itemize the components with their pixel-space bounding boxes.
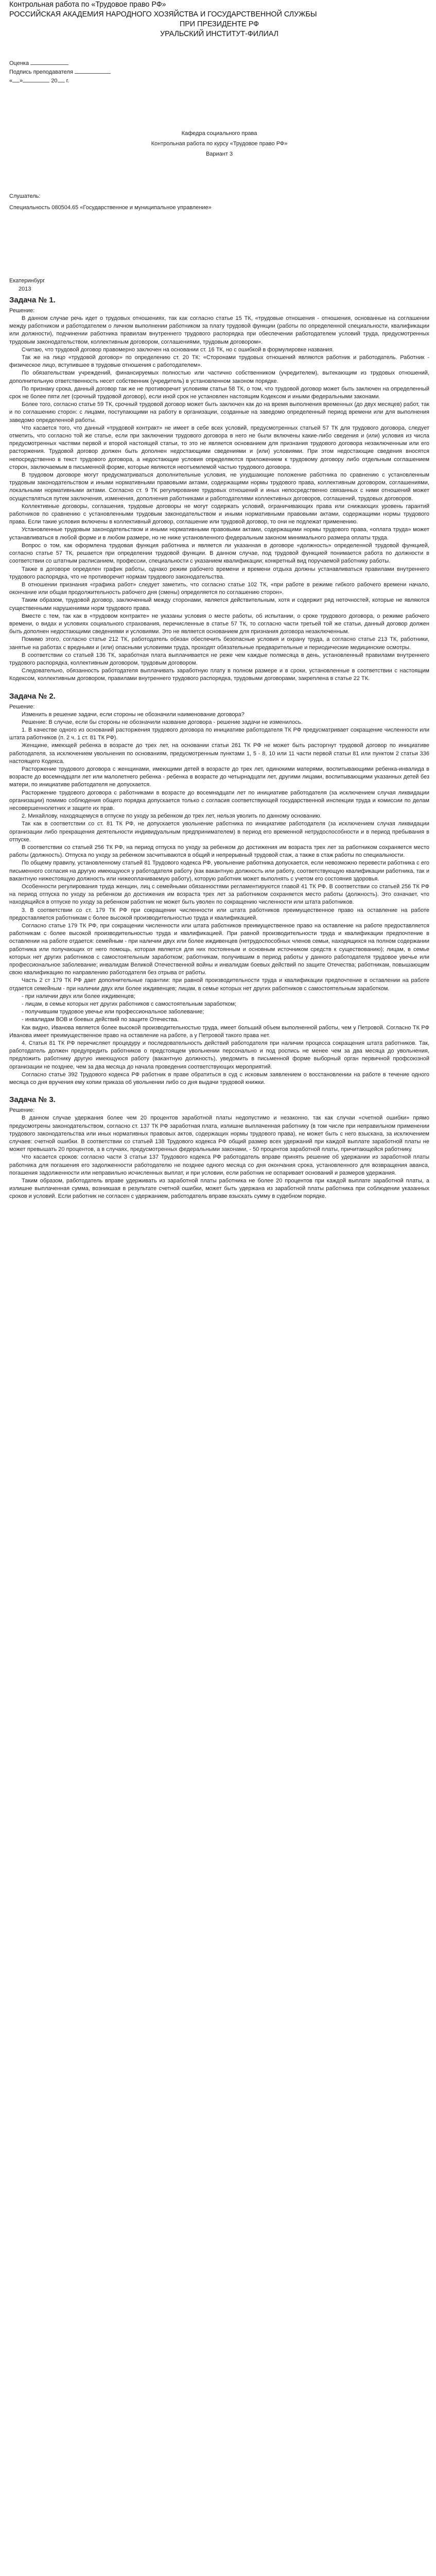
task1-paragraph: По признаку срока, данный договор так же не противоречит условиям статьи 58 ТК, о том, что трудовой договор может быть заключен на определенный срок не более пяти лет (срочный трудовой договор), если иной срок не установлен настоящим Кодексом и иными федеральными законами.	[9, 385, 429, 400]
task1-paragraph: Вопрос о том, как оформлена трудовая функция работника и является ли указанная в договоре «должность» определенной трудовой функцией, согласно статье 57 ТК, решается при определении трудовой функции. В данном случае, под трудовой функцией понимается работа по должности в соответствии со штатным расписанием, профессии, специальности с указанием квалификации; конкретный вид поручаемой работнику работы.	[9, 542, 429, 565]
document-title: Контрольная работа по «Трудовое право РФ»	[9, 1, 166, 9]
listener-label: Слушатель:	[9, 193, 41, 199]
city: Екатеринбург	[9, 278, 45, 284]
academy-name: РОССИЙСКАЯ АКАДЕМИЯ НАРОДНОГО ХОЗЯЙСТВА И ГОСУДАРСТВЕННОЙ СЛУЖБЫ	[9, 10, 317, 19]
task1-paragraph: Более того, согласно статье 59 ТК, срочный трудовой договор может быть заключен как до на время выполнения временных (до двух месяцев) работ, так и по соглашению сторон: с лицами, поступающими на работу в организации, созданные на заведомо определенный период времени или для выполнения заведомо определенной работы.	[9, 401, 429, 423]
grade-label: Оценка	[9, 60, 29, 66]
task1-paragraph: Установленные трудовым законодательством и иными нормативными правовыми актами, содержащими нормы трудового права, «оплата труда» может устанавливаться в любой форме и в любом размере, но не ниже установленного федеральным законом минимального размера оплаты труда.	[9, 527, 429, 541]
task1-paragraph: Вместе с тем, так как в «трудовом контракте» не указаны условия о месте работы, об испытании, о сроке трудового договора, о режиме рабочего времени, о видах и условиях социального страхования, перечисленные в статье 57 ТК, то согласно части третьей той же статьи, данный договор должен быть дополнен недостающими сведениями и условиями. Это не является основанием для признания договора незаключенным.	[9, 613, 429, 635]
task2-paragraph: 1. В качестве одного из оснований расторжения трудового договора по инициативе работодателя ТК РФ предусматривает сокращение численности или штата работников (п. 2 ч. 1 ст. 81 ТК РФ).	[9, 726, 429, 741]
task1-paragraph: В данном случае речь идет о трудовых отношениях, так как согласно статье 15 ТК, «трудовые отношения - отношения, основанные на соглашении между работником и работодателем о личном выполнении работником за плату трудовой функции (работы по определенной специальности, квалификации или должности), подчинении работника правилам внутреннего трудового распорядка при обеспечении работодателем условий труда, предусмотренных трудовым законодательством, коллективным договором, соглашениями, трудовым договором».	[9, 315, 429, 345]
task3-paragraph: Таким образом, работодатель вправе удерживать из заработной платы работника не более 20 процентов при каждой выплате заработной платы, а излишне выплаченная сумма, возникшая в результате счетной ошибки, может быть удержана из заработной платы работника при соблюдении указанных сроков и условий. Если работник не согласен с удержанием, работодатель вправе взыскать сумму в судебном порядке.	[9, 1177, 429, 1200]
task2-paragraph: - получившим трудовое увечье или профессиональное заболевание;	[22, 1009, 204, 1015]
task2-answer-label: Решение:	[9, 703, 35, 710]
date-quote-open: «	[9, 78, 13, 84]
task2-paragraph: Расторжение трудового договора с работниками в возрасте до восемнадцати лет по инициативе работодателя (за исключением случая ликвидации организации) помимо соблюдения общего порядка допускается только с согласия соответствующей государственной инспекции труда и комиссии по делам несовершеннолетних и защите их прав.	[9, 789, 429, 811]
task1-paragraph: Считаю, что трудовой договор правомерно заключен на основании ст. 16 ТК, но с ошибкой в формулировке названия.	[22, 346, 334, 353]
department: Кафедра социального права	[181, 130, 257, 137]
task1-paragraph: Таким образом, трудовой договор, заключенный между сторонами, является действительным, хотя и содержит ряд неточностей, которые не являются существенными нарушениями норм трудового права.	[9, 597, 429, 612]
task2-paragraph: Расторжение трудового договора с женщинами, имеющими детей в возрасте до трех лет, одинокими матерями, воспитывающими ребенка-инвалида в возрасте до восемнадцати лет или малолетнего ребенка - ребенка в возрасте до четырнадцати лет, другими лицами, воспитывающими указанных детей без матери, по инициативе работодателя не допускается.	[9, 766, 429, 788]
task2-paragraph: Согласно статье 179 ТК РФ, при сокращении численности или штата работников преимущественное право на оставление на работе предоставляется работникам с более высокой производительностью труда и квалификацией. При равной производительности труда и квалификации предпочтение в оставлении на работе отдается: семейным - при наличии двух или более иждивенцев (нетрудоспособных членов семьи, находящихся на полном содержании работника или получающих от него помощь, которая является для них постоянным и основным источником средств к существованию); лицам, в семье которых нет других работников с самостоятельным заработком; работникам, получившим в период работы у данного работодателя трудовое увечье или профессиональное заболевание; инвалидам Великой Отечественной войны и инвалидам боевых действий по защите Отечества; работникам, повышающим свою квалификацию по направлению работодателя без отрыва от работы.	[9, 923, 429, 976]
task1-paragraph: В отношении признания «графика работ» следует заметить, что согласно статье 102 ТК, «при работе в режиме гибкого рабочего времени начало, окончание или общая продолжительность рабочего дня (смены) определяется по соглашению сторон».	[9, 581, 429, 596]
task1-paragraph: Помимо этого, согласно статье 212 ТК, работодатель обязан обеспечить безопасные условия и охрану труда, а согласно статье 213 ТК, работники, занятые на работах с вредными и (или) опасными условиями труда, проходят обязательные предварительные и периодические медицинские осмотры.	[9, 636, 429, 651]
task3-heading: Задача № 3.	[9, 1095, 56, 1105]
task1-paragraph: Коллективные договоры, соглашения, трудовые договоры не могут содержать условий, ограничивающих права или снижающих уровень гарантий работников по сравнению с установленными трудовым законодательством и иными нормативными правовыми актами, содержащими нормы трудового права. Если такие условия включены в коллективный договор, соглашение или трудовой договор, то они не подлежат применению.	[9, 503, 429, 526]
signature-label: Подпись преподавателя	[9, 69, 73, 75]
work-title: Контрольная работа по курсу «Трудовое право РФ»	[151, 141, 288, 147]
year: 2013	[19, 286, 31, 292]
task1-answer-label: Решение:	[9, 308, 35, 314]
task2-paragraph: Так как в соответствии со ст. 81 ТК РФ, не допускается увольнение работника по инициативе работодателя (за исключением случая ликвидации организации либо прекращения деятельности индивидуальным предпринимателем) в период его временной нетрудоспособности и в период пребывания в отпуске.	[9, 821, 429, 843]
task3-body	[9, 1114, 429, 1200]
task2-paragraph: Изменить в решение задачи, если стороны не обозначили наименование договора?	[22, 711, 245, 718]
date-day-blank	[12, 76, 20, 82]
task3-paragraph: Что касается сроков: согласно части 3 статьи 137 Трудового кодекса РФ работодатель вправе принять решение об удержании из заработной платы работника для погашения его задолженности работодателю не позднее одного месяца со дня окончания срока, установленного для возвращения аванса, погашения задолженности или неправильно исчисленных выплат, и при условии, если работник не оспаривает оснований и размеров удержания.	[9, 1154, 429, 1176]
date-year-suffix: г.	[66, 78, 69, 84]
task1-heading: Задача № 1.	[9, 296, 56, 304]
date-month-blank	[23, 76, 49, 82]
grade-line	[9, 59, 429, 67]
task2-heading: Задача № 2.	[9, 691, 56, 701]
task2-paragraph: - при наличии двух или более иждивенцев;	[22, 993, 135, 999]
task1-paragraph: Что касается того, что данный «трудовой контракт» не имеет в себе всех условий, предусмотренных статьей 57 ТК для трудового договора, следует отметить, что согласно той же статье, если при заключении трудового договора в него не были включены какие-либо сведения и (или) условия из числа предусмотренных частями первой и второй настоящей статьи, то это не является основанием для признания трудового договора незаключенным или его расторжения. Трудовой договор должен быть дополнен недостающими сведениями и (или) условиями. При этом недостающие сведения вносятся непосредственно в текст трудового договора, а недостающие условия определяются приложением к трудовому договору либо отдельным соглашением сторон, заключаемым в письменной форме, которые являются неотъемлемой частью трудового договора.	[9, 425, 429, 470]
task2-paragraph: 3. В соответствии со ст. 179 ТК РФ при сокращении численности или штата работников преимущественное право на оставление на работе предоставляется работникам с более высокой производительностью труда и квалификацией.	[9, 907, 429, 921]
task2-paragraph: Женщине, имеющей ребенка в возрасте до трех лет, на основании статьи 261 ТК РФ не может быть расторгнут трудовой договор по инициативе работодателя, за исключением увольнения по основаниям, предусмотренным пунктами 1, 5 - 8, 10 или 11 части первой статьи 81 или пунктом 2 статьи 336 настоящего Кодекса.	[9, 742, 429, 765]
date-quote-close: »	[20, 78, 23, 84]
grade-blank	[30, 59, 68, 65]
task2-paragraph: Особенности регулирования труда женщин, лиц с семейными обязанностями регламентируются главой 41 ТК РФ. В соответствии со статьей 256 ТК РФ на период отпуска по уходу за ребенком до достижения им возраста трех лет за работником сохраняется место работы (должность). Это означает, что находящийся в отпуске по уходу за ребенком работник не может быть уволен по сокращению численности или штата работников.	[9, 884, 429, 906]
academy-branch: УРАЛЬСКИЙ ИНСТИТУТ-ФИЛИАЛ	[160, 30, 278, 38]
task2-paragraph: По общему правилу, установленному статьей 81 Трудового кодекса РФ, увольнение работника допускается, если невозможно перевести работника с его письменного согласия на другую имеющуюся у работодателя работу (как вакантную должность или работу, соответствующую квалификации работника, так и вакантную нижестоящую должность или нижеоплачиваемую работу), которую работник может выполнять с учетом его состояния здоровья.	[9, 860, 429, 882]
task1-body	[9, 315, 429, 683]
task2-paragraph: Часть 2 ст 179 ТК РФ дает дополнительные гарантии: при равной производительности труда и квалификации предпочтение в оставлении на работе отдается семейным - при наличии двух или более иждивенцев; лицам, в семье которых нет других работников с самостоятельным заработком.	[9, 977, 429, 992]
task2-paragraph: - инвалидам ВОВ и боевых действий по защите Отечества.	[22, 1016, 179, 1023]
task2-paragraph: Согласно статье 392 Трудового кодекса РФ работник в праве обратиться в суд с исковым заявлением о восстановлении на работе в течение одного месяца со дня вручения ему копии приказа об увольнении либо со дня выдачи трудовой книжки.	[9, 1071, 429, 1086]
signature-blank	[75, 67, 111, 74]
task3-paragraph: В данном случае удержания более чем 20 процентов заработной платы недопустимо и незаконно, так как случаи «счетной ошибки» прямо предусмотрены законодательством, согласно ст. 137 ТК РФ заработная плата, излишне выплаченная работнику (в том числе при неправильном применении трудового законодательства или иных нормативных правовых актов, содержащих нормы трудового права), не может быть с него взыскана, за исключением случаев: счетной ошибки. В соответствии со статьей 138 Трудового кодекса РФ общий размер всех удержаний при каждой выплате заработной платы не может превышать 20 процентов, а в случаях, предусмотренных федеральными законами, - 50 процентов заработной платы, причитающейся работнику.	[9, 1115, 429, 1153]
task2-paragraph: В соответствии со статьей 256 ТК РФ, на период отпуска по уходу за ребенком до достижения им возраста трех лет за работником сохраняется место работы (должность). Отпуска по уходу за ребенком засчитываются в общий и непрерывный трудовой стаж, а также в стаж работы по специальности.	[9, 844, 429, 859]
task1-paragraph: Следовательно, обязанность работодателя выплачивать заработную плату в полном размере и в сроки, установленные в соответствии с настоящим Кодексом, коллективным договором, правилами внутреннего трудового распорядка, трудовыми договорами, закреплена в статье 22 ТК.	[9, 668, 429, 682]
task3-answer-label: Решение:	[9, 1107, 35, 1114]
date-year-prefix: 20	[51, 78, 58, 84]
task2-paragraph: 2. Михайлову, находящемуся в отпуске по уходу за ребенком до трех лет, нельзя уволить по данному основанию.	[22, 813, 322, 820]
task1-paragraph: Также в договоре определен график работы, однако режим рабочего времени и времени отдыха должны устанавливаться правилами внутреннего трудового распорядка, что не противоречит нормам трудового законодательства.	[9, 566, 429, 580]
task1-paragraph: Так же на лицо «трудовой договор» по определению ст. 20 ТК: «Сторонами трудовых отношений являются работник и работодатель. Работник - физическое лицо, вступившее в трудовые отношения с работодателем».	[9, 354, 429, 369]
variant: Вариант 3	[205, 151, 233, 157]
document	[0, 0, 436, 1201]
specialty: Специальность 080504.65 «Государственное и муниципальное управление»	[9, 205, 212, 211]
task2-paragraph: Как видно, Иванова является более высокой производительностью труда, имеет больший объем выполненной работы, чем у Петровой. Согласно ТК РФ Иванова имеет преимущественное право на оставление на работе, а у Петровой такого права нет.	[9, 1024, 429, 1039]
task1-paragraph: В трудовом договоре могут предусматриваться дополнительные условия, не ухудшающие положение работника по сравнению с установленным трудовым законодательством и иными нормативными правовыми актами, содержащими нормы трудового права, коллективным договором, соглашениями, локальными нормативными актами. Согласно ст. 9 ТК регулирование трудовых отношений и иных непосредственно связанных с ними отношений может осуществляться путем заключения, изменения, дополнения работниками и работодателями коллективных договоров, соглашений, трудовых договоров.	[9, 472, 429, 502]
task2-paragraph: 4. Статья 81 ТК РФ перечисляет процедуру и последовательность действий работодателя при наличии процесса сокращения штата работников. Так, работодатель должен предупредить работников о предстоящем увольнении персонально и под роспись не менее чем за два месяца до увольнения, предложить работнику другую имеющуюся работу (вакантную должность), уведомить в письменной форме выборный орган первичной профсоюзной организации не позднее, чем за два месяца до начала проведения соответствующих мероприятий.	[9, 1040, 429, 1070]
date-year-blank	[58, 76, 65, 82]
task1-paragraph: По обязательствам учреждений, финансируемых полностью или частично собственником (учредителем), вытекающим из трудовых отношений, дополнительную ответственность несет собственник (учредитель) в установленном законом порядке.	[9, 370, 429, 384]
date-line	[9, 76, 429, 85]
task1-paragraph: В соответствии со статьей 136 ТК, заработная плата выплачивается не реже чем каждые полмесяца в день, установленный правилами внутреннего трудового распорядка, коллективным договором, трудовым договором.	[9, 652, 429, 666]
task2-paragraph: - лицам, в семье которых нет других работников с самостоятельным заработком;	[22, 1001, 236, 1008]
specialty-line	[9, 204, 429, 212]
signature-line	[9, 67, 429, 76]
academy-president: ПРИ ПРЕЗИДЕНТЕ РФ	[179, 20, 259, 28]
task2-paragraph: Решение: В случае, если бы стороны не обозначили название договора - решение задачи не изменилось.	[22, 719, 303, 725]
task2-body	[9, 711, 429, 1087]
